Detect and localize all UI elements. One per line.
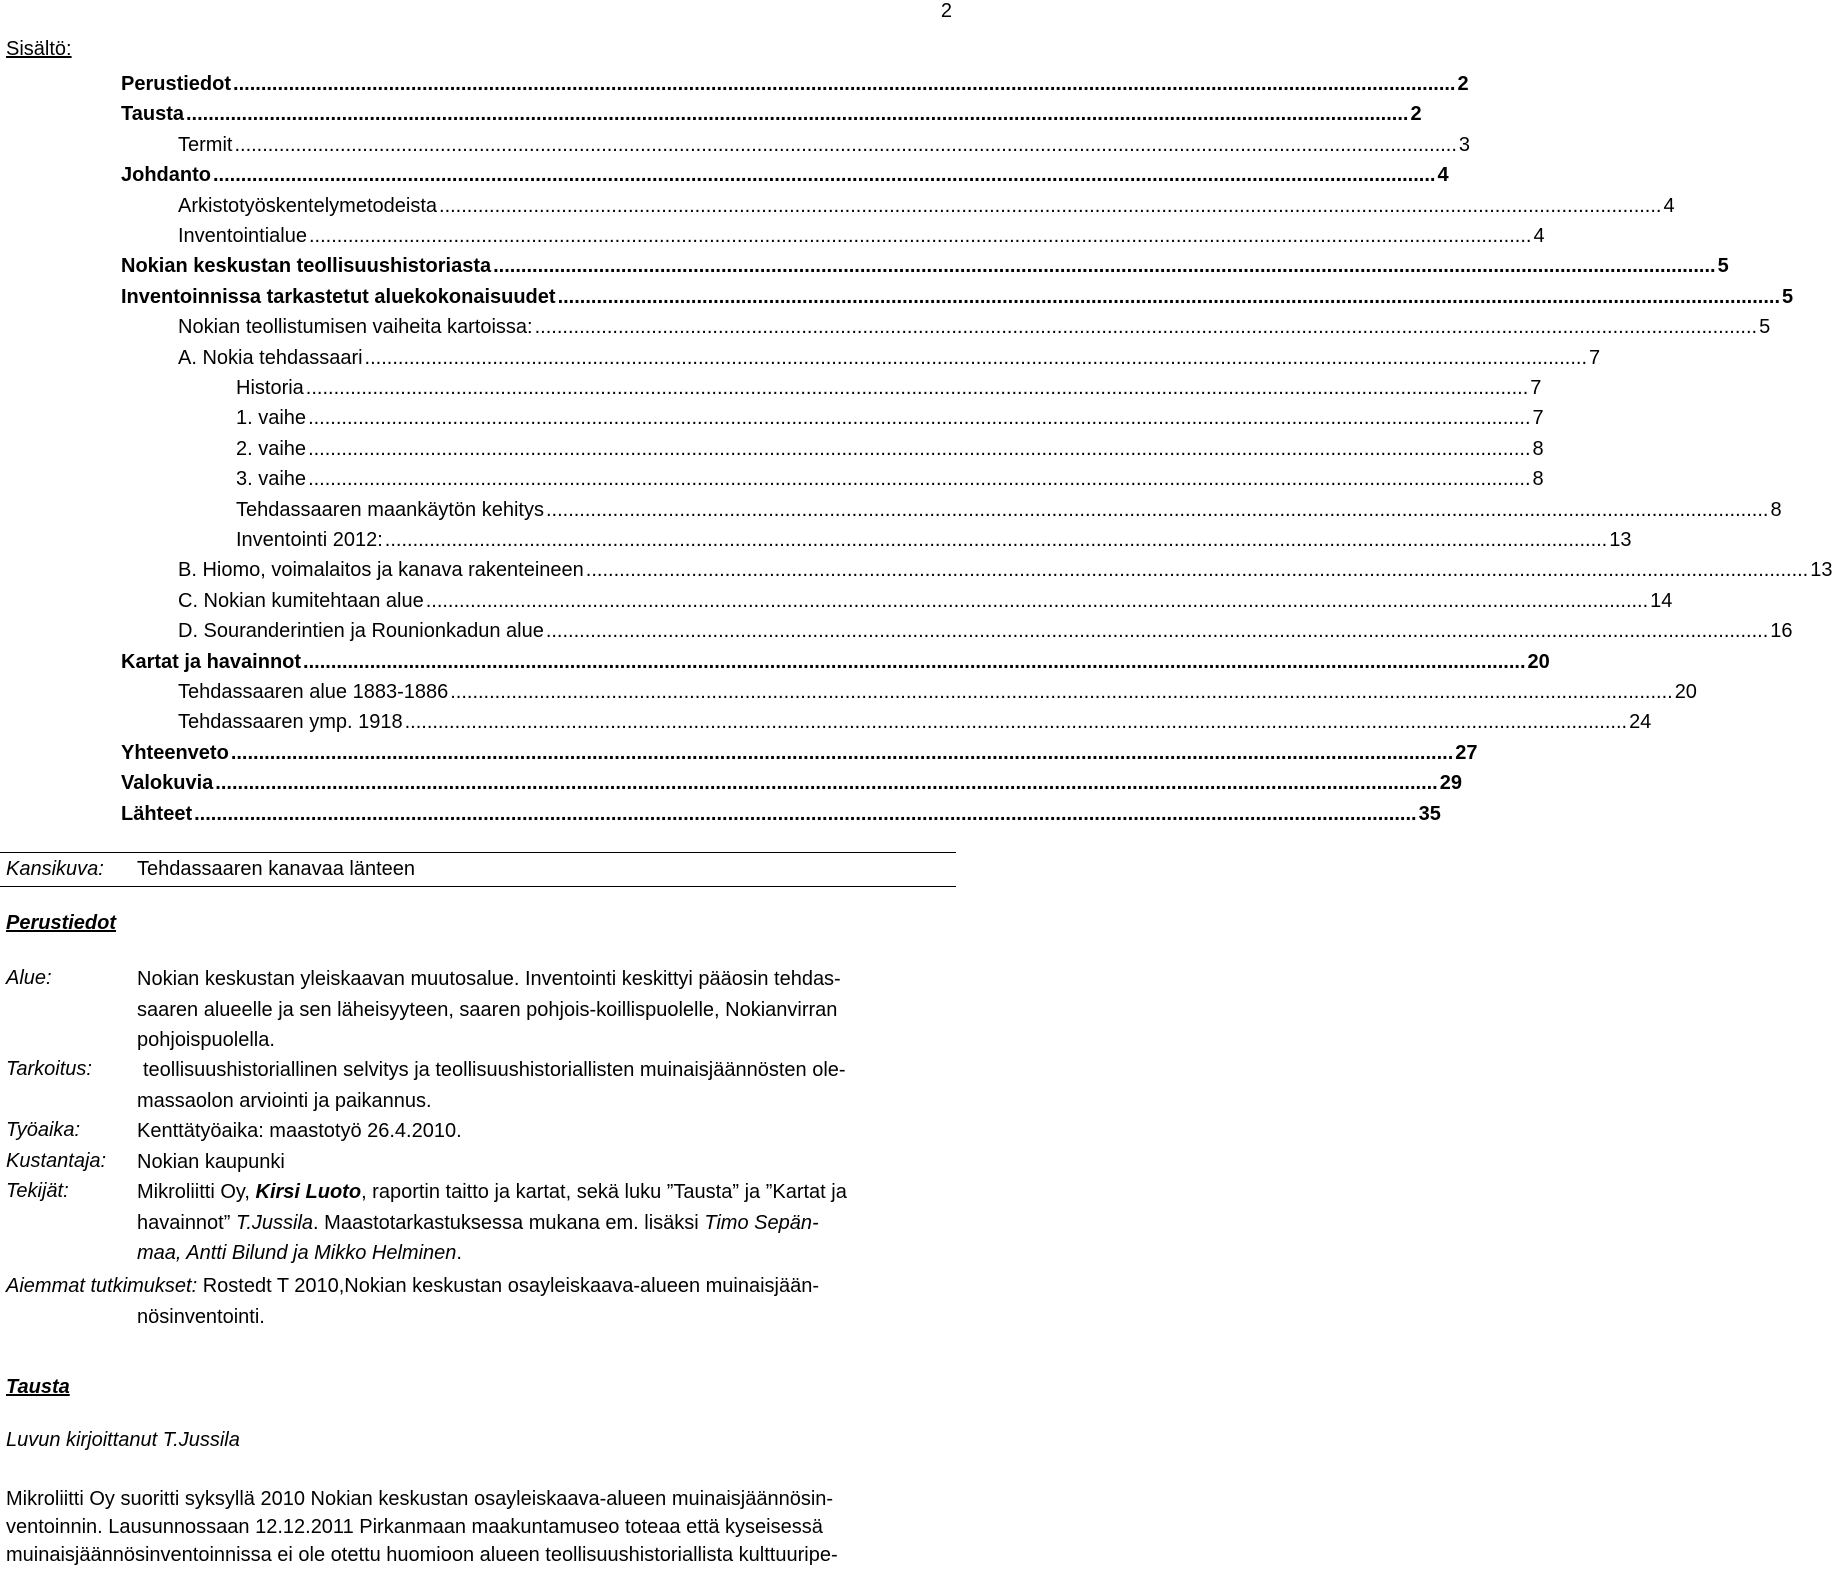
toc-entry-page: 3 xyxy=(1458,133,1471,156)
toc-leader-dots: ............................................................................................................................................................................................................................ xyxy=(439,194,1662,217)
toc-entry-page: 8 xyxy=(1532,468,1544,491)
toc-leader-dots: ............................................................................................................................................................................................................................ xyxy=(305,377,1529,399)
field-value-alue xyxy=(137,964,937,1056)
toc-entry-page: 7 xyxy=(1532,407,1544,430)
paragraph xyxy=(6,1485,936,1569)
toc-entry-title: D. Souranderintien ja Rounionkadun alue xyxy=(178,620,544,643)
toc-entry-page: 8 xyxy=(1770,498,1782,521)
divider xyxy=(0,852,956,853)
text-line xyxy=(137,1177,937,1208)
toc-entry-title: C. Nokian kumitehtaan alue xyxy=(178,589,424,612)
toc-entry-page: 2 xyxy=(1457,73,1469,95)
toc-entry-title: 3. vaihe xyxy=(236,468,307,491)
toc-entry-title: Yhteenveto xyxy=(121,741,229,764)
toc-entry[interactable] xyxy=(236,522,1632,552)
toc-entry-page: 24 xyxy=(1629,711,1652,734)
toc-entry-title: Kartat ja havainnot xyxy=(121,650,302,673)
divider xyxy=(0,886,956,887)
toc-entry-title: 1. vaihe xyxy=(236,407,307,430)
text-run: . Maastotarkastuksessa mukana em. lisäksi xyxy=(313,1211,705,1234)
toc-entry[interactable] xyxy=(178,583,1673,613)
toc-entry-title: Inventoinnissa tarkastetut aluekokonaisuudet xyxy=(121,285,556,308)
toc-entry[interactable] xyxy=(121,279,1794,309)
text-line: nösinventointi. xyxy=(137,1305,265,1328)
toc-entry-page: 4 xyxy=(1437,164,1449,187)
text-run: Rostedt T 2010,Nokian keskustan osayleiskaava-alueen muinaisjään- xyxy=(197,1275,820,1297)
toc-entry-title: B. Hiomo, voimalaitos ja kanava rakenteineen xyxy=(178,559,584,582)
cover-caption-label: Kansikuva: xyxy=(6,858,104,880)
text-line: saaren alueelle ja sen läheisyyteen, saaren pohjois-koillispuolelle, Nokianvirran xyxy=(137,998,838,1021)
toc-leader-dots: ............................................................................................................................................................................................................................ xyxy=(234,133,1457,156)
toc-leader-dots: ............................................................................................................................................................................................................................ xyxy=(364,346,1588,369)
toc-leader-dots: ............................................................................................................................................................................................................................ xyxy=(545,498,1769,521)
toc-leader-dots: ............................................................................................................................................................................................................................ xyxy=(450,681,1673,703)
toc-leader-dots: ............................................................................................................................................................................................................................ xyxy=(230,741,1454,764)
toc-entry-title: Johdanto xyxy=(121,164,211,187)
toc-entry[interactable] xyxy=(121,157,1449,187)
toc-leader-dots: ............................................................................................................................................................................................................................ xyxy=(534,316,1758,339)
toc-entry[interactable] xyxy=(236,492,1782,522)
cover-caption-text: Tehdassaaren kanavaa länteen xyxy=(137,858,415,880)
field-value-tyoaika: Kenttätyöaika: maastotyö 26.4.2010. xyxy=(137,1120,462,1142)
text-line: Nokian keskustan yleiskaavan muutosalue. Inventointi keskittyi pääosin tehdas- xyxy=(137,968,841,990)
toc-entry[interactable] xyxy=(178,188,1675,218)
toc-entry-page: 20 xyxy=(1674,681,1697,703)
field-label-kustantaja: Kustantaja: xyxy=(6,1150,107,1172)
text-run: Mikroliitti Oy, xyxy=(137,1181,256,1203)
toc-leader-dots: ............................................................................................................................................................................................................................ xyxy=(194,802,1417,825)
toc-entry-page: 20 xyxy=(1527,650,1550,673)
field-label-tyoaika: Työaika: xyxy=(6,1119,81,1141)
text-line: massaolon arviointi ja paikannus. xyxy=(137,1089,432,1112)
toc-entry-title: Tehdassaaren alue 1883-1886 xyxy=(178,681,449,703)
toc-entry-page: 5 xyxy=(1782,285,1794,308)
toc-leader-dots: ............................................................................................................................................................................................................................ xyxy=(585,559,1809,582)
toc-entry[interactable] xyxy=(178,552,1833,582)
toc-leader-dots: ............................................................................................................................................................................................................................ xyxy=(185,103,1409,126)
section-heading-tausta: Tausta xyxy=(6,1376,70,1398)
toc-leader-dots: ............................................................................................................................................................................................................................ xyxy=(493,255,1716,278)
toc-entry-title: A. Nokia tehdassaari xyxy=(178,346,363,369)
text-line: pohjoispuolella. xyxy=(137,1029,275,1051)
toc-entry-title: Arkistotyöskentelymetodeista xyxy=(178,194,438,217)
text-line: Mikroliitti Oy suoritti syksyllä 2010 Nokian keskustan osayleiskaava-alueen muinaisjäännösin- xyxy=(6,1488,834,1510)
toc-entry-page: 16 xyxy=(1770,620,1793,643)
toc-entry-page: 13 xyxy=(1609,529,1632,551)
toc-leader-dots: ............................................................................................................................................................................................................................ xyxy=(233,73,1456,95)
toc-entry-page: 29 xyxy=(1439,772,1462,795)
toc-entry-page: 27 xyxy=(1455,741,1478,764)
toc-leader-dots: ............................................................................................................................................................................................................................ xyxy=(215,772,1438,795)
text-line xyxy=(137,1238,937,1269)
text-line xyxy=(137,1208,937,1239)
text-run: havainnot” xyxy=(137,1211,236,1234)
toc-entry-title: Tehdassaaren ymp. 1918 xyxy=(178,711,403,734)
field-value-tarkoitus xyxy=(137,1055,943,1116)
toc-entry-page: 2 xyxy=(1410,103,1422,126)
toc-entry[interactable] xyxy=(178,674,1697,704)
toc-entry[interactable] xyxy=(121,765,1462,795)
toc-entry[interactable] xyxy=(121,735,1478,765)
toc-entry[interactable] xyxy=(178,613,1793,643)
field-label-aiemmat: Aiemmat tutkimukset: xyxy=(6,1275,198,1297)
author-name: maa, Antti Bilund ja Mikko Helminen xyxy=(137,1242,457,1264)
toc-entry[interactable] xyxy=(121,66,1469,96)
toc-entry[interactable] xyxy=(121,796,1441,826)
toc-entry-title: Nokian teollistumisen vaiheita kartoissa: xyxy=(178,316,533,339)
toc-leader-dots: ............................................................................................................................................................................................................................ xyxy=(308,407,1531,430)
toc-entry-title: Tausta xyxy=(121,103,184,126)
toc-entry[interactable] xyxy=(178,218,1545,248)
text-line xyxy=(6,1271,936,1302)
toc-entry-title: Historia xyxy=(236,377,304,399)
toc-entry-page: 7 xyxy=(1530,377,1542,399)
toc-heading: Sisältö: xyxy=(6,38,72,60)
text-line: teollisuushistoriallinen selvitys ja teollisuushistoriallisten muinaisjäännösten ole- xyxy=(143,1059,846,1081)
toc-leader-dots: ............................................................................................................................................................................................................................ xyxy=(545,620,1769,643)
text-line: muinaisjäännösinventoinnissa ei ole otettu huomioon alueen teollisuushistoriallista kulttuuripe- xyxy=(6,1544,838,1566)
toc-entry-page: 4 xyxy=(1533,225,1545,247)
toc-leader-dots: ............................................................................................................................................................................................................................ xyxy=(308,468,1531,491)
toc-entry-page: 5 xyxy=(1717,255,1729,278)
text-run: . xyxy=(456,1242,462,1264)
toc-entry-page: 14 xyxy=(1650,589,1673,612)
toc-entry[interactable] xyxy=(121,96,1422,126)
toc-entry-title: Nokian keskustan teollisuushistoriasta xyxy=(121,255,492,278)
toc-entry-title: Lähteet xyxy=(121,802,193,825)
toc-entry-title: Termit xyxy=(178,133,233,156)
toc-entry[interactable] xyxy=(178,704,1652,734)
toc-entry-page: 4 xyxy=(1663,194,1675,217)
field-value-kustantaja: Nokian kaupunki xyxy=(137,1151,285,1173)
toc-leader-dots: ............................................................................................................................................................................................................................ xyxy=(308,437,1531,460)
toc-entry[interactable] xyxy=(178,127,1471,157)
toc-entry-title: Perustiedot xyxy=(121,73,232,95)
field-value-tekijat xyxy=(137,1177,937,1269)
field-label-tarkoitus: Tarkoitus: xyxy=(6,1058,92,1080)
toc-leader-dots: ............................................................................................................................................................................................................................ xyxy=(384,529,1608,551)
toc-entry-title: Inventointialue xyxy=(178,225,307,247)
section-heading-perustiedot: Perustiedot xyxy=(6,912,117,934)
toc-entry-title: Tehdassaaren maankäytön kehitys xyxy=(236,498,544,521)
toc-entry[interactable] xyxy=(236,431,1544,461)
toc-leader-dots: ............................................................................................................................................................................................................................ xyxy=(404,711,1628,734)
field-label-alue: Alue: xyxy=(6,967,52,989)
toc-leader-dots: ............................................................................................................................................................................................................................ xyxy=(557,285,1781,308)
toc-entry[interactable] xyxy=(236,370,1542,400)
chapter-author: Luvun kirjoittanut T.Jussila xyxy=(6,1429,240,1451)
author-name: Kirsi Luoto xyxy=(255,1181,362,1203)
author-name: T.Jussila xyxy=(235,1211,314,1234)
toc-entry-page: 7 xyxy=(1589,346,1601,369)
toc-entry-page: 8 xyxy=(1532,437,1544,460)
toc-entry-title: Inventointi 2012: xyxy=(236,529,383,551)
toc-entry[interactable] xyxy=(121,248,1729,278)
text-line: ventoinnin. Lausunnossaan 12.12.2011 Pirkanmaan maakuntamuseo toteaa että kyseisessä xyxy=(6,1516,823,1538)
toc-entry[interactable] xyxy=(236,461,1544,491)
toc-entry[interactable] xyxy=(178,309,1771,339)
toc-entry[interactable] xyxy=(121,644,1550,674)
field-label-tekijat: Tekijät: xyxy=(6,1180,69,1202)
toc-entry-title: Valokuvia xyxy=(121,772,214,795)
toc-entry-title: 2. vaihe xyxy=(236,437,307,460)
text-run: , raportin taitto ja kartat, sekä luku ”Tausta” ja ”Kartat ja xyxy=(361,1181,847,1203)
toc-leader-dots: ............................................................................................................................................................................................................................ xyxy=(213,164,1436,187)
toc-entry[interactable] xyxy=(236,400,1544,430)
toc-entry-page: 13 xyxy=(1810,559,1833,582)
toc-entry-page: 35 xyxy=(1418,802,1441,825)
toc-leader-dots: ............................................................................................................................................................................................................................ xyxy=(308,225,1532,247)
toc-entry[interactable] xyxy=(178,340,1601,370)
toc-leader-dots: ............................................................................................................................................................................................................................ xyxy=(303,650,1526,673)
toc-entry-page: 5 xyxy=(1759,316,1771,339)
toc-leader-dots: ............................................................................................................................................................................................................................ xyxy=(425,589,1649,612)
author-name: Timo Sepän- xyxy=(704,1211,819,1234)
field-aiemmat-tutkimukset xyxy=(6,1271,936,1332)
page-number: 2 xyxy=(940,0,952,22)
